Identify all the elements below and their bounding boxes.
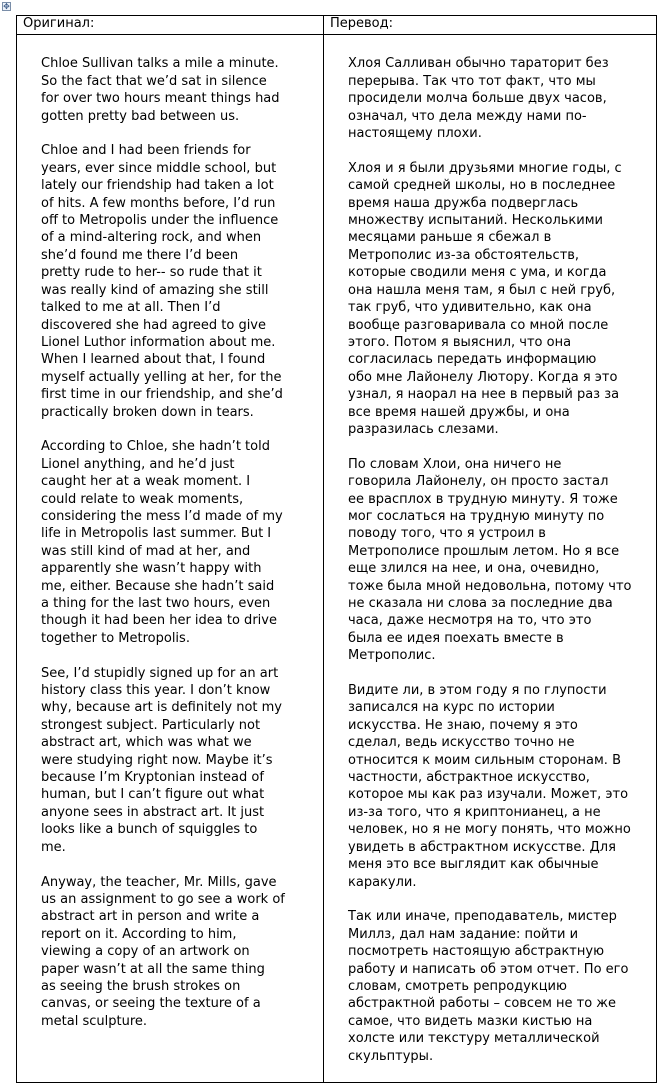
- translation-paragraph: Видите ли, в этом году я по глупости записался на курс по истории искусства. Не знаю, почему я это сделал, ведь искусство точно не относится к моим сильным сторонам. В частности, абстрактное искусство, которое мы как раз изучали. Может, это из-за того, что я криптонианец, а не человек, но я не могу понять, что можно увидеть в абстрактном искусстве. Для меня это все выглядит как обычные каракули.: [348, 683, 631, 890]
- original-text-cell[interactable]: [17, 35, 324, 1083]
- translation-table: [16, 15, 657, 1083]
- translation-paragraph: Хлоя и я были друзьями многие годы, с самой средней школы, но в последнее время наша дружба подверглась множеству испытаний. Несколькими месяцами раньше я сбежал в Метрополис из-за обстоятельств, которые сводили меня с ума, и когда она нашла меня там, я был с ней груб, так груб, что удивительно, как она вообще разговаривала со мной после этого. Потом я выяснил, что она согласилась передать информацию обо мне Лайонелу Лютору. Когда я это узнал, я наорал на нее в первый раз за все время нашей дружбы, и она разразилась слезами.: [348, 160, 622, 437]
- header-translation: Перевод:: [324, 16, 657, 35]
- translation-paragraph: Так или иначе, преподаватель, мистер Миллз, дал нам задание: пойти и посмотреть настоящую абстрактную работу и написать об этом отчет. По его словам, смотреть репродукцию абстрактной работы – совсем не то же самое, что видеть мазки кистью на холсте или текстуру металлической скульптуры.: [348, 909, 629, 1064]
- translation-text-cell[interactable]: [324, 35, 657, 1083]
- header-original: Оригинал:: [17, 16, 324, 35]
- original-paragraph: Anyway, the teacher, Mr. Mills, gave us an assignment to go see a work of abstract art in person and write a report on it. According to him, viewing a copy of an artwork on paper wasn’t at all the same thing as seeing the brush strokes on canvas, or seeing the texture of a metal sculpture.: [41, 874, 285, 1029]
- header-row: [17, 16, 657, 35]
- original-paragraph: According to Chloe, she hadn’t told Lionel anything, and he’d just caught her at a weak moment. I could relate to weak moments, considering the mess I’d made of my life in Metropolis last summer. But I was still kind of mad at her, and apparently she wasn’t happy with me, either. Because she hadn’t said a thing for the last two hours, even though it had been her idea to drive together to Metropolis.: [41, 439, 283, 646]
- original-paragraph: Chloe Sullivan talks a mile a minute. So the fact that we’d sat in silence for over two hours meant things had gotten pretty bad between us.: [41, 56, 280, 124]
- translation-paragraph: Хлоя Салливан обычно тараторит без перерыва. Так что тот факт, что мы просидели молча больше двух часов, означал, что дела между нами по- настоящему плохи.: [348, 56, 609, 142]
- original-paragraph: Chloe and I had been friends for years, ever since middle school, but lately our friendship had taken a lot of hits. A few months before, I’d run off to Metropolis under the influence of a mind-altering rock, and when she’d found me there I’d been pretty rude to her-- so rude that it was really kind of amazing she still talked to me at all. Then I’d discovered she had agreed to give Lionel Luthor information about me. When I learned about that, I found myself actually yelling at her, for the first time in our friendship, and she’d practically broken down in tears.: [41, 143, 283, 420]
- translation-paragraph: По словам Хлои, она ничего не говорила Лайонелу, он просто застал ее врасплох в трудную минуту. Я тоже мог сослаться на трудную минуту по поводу того, что я устроил в Метрополисе прошлым летом. Но я все еще злился на нее, и она, очевидно, тоже была мной недовольна, потому что не сказала ни слова за последние два часа, даже несмотря на то, что это была ее идея поехать вместе в Метрополис.: [348, 456, 632, 664]
- original-paragraph: See, I’d stupidly signed up for an art history class this year. I don’t know why, because art is definitely not my strongest subject. Particularly not abstract art, which was what we were studying right now. Maybe it’s because I’m Kryptonian instead of human, but I can’t figure out what anyone sees in abstract art. It just looks like a bunch of squiggles to me.: [41, 665, 282, 855]
- table-move-handle-icon[interactable]: ✥: [3, 2, 10, 11]
- content-row: [17, 35, 657, 1083]
